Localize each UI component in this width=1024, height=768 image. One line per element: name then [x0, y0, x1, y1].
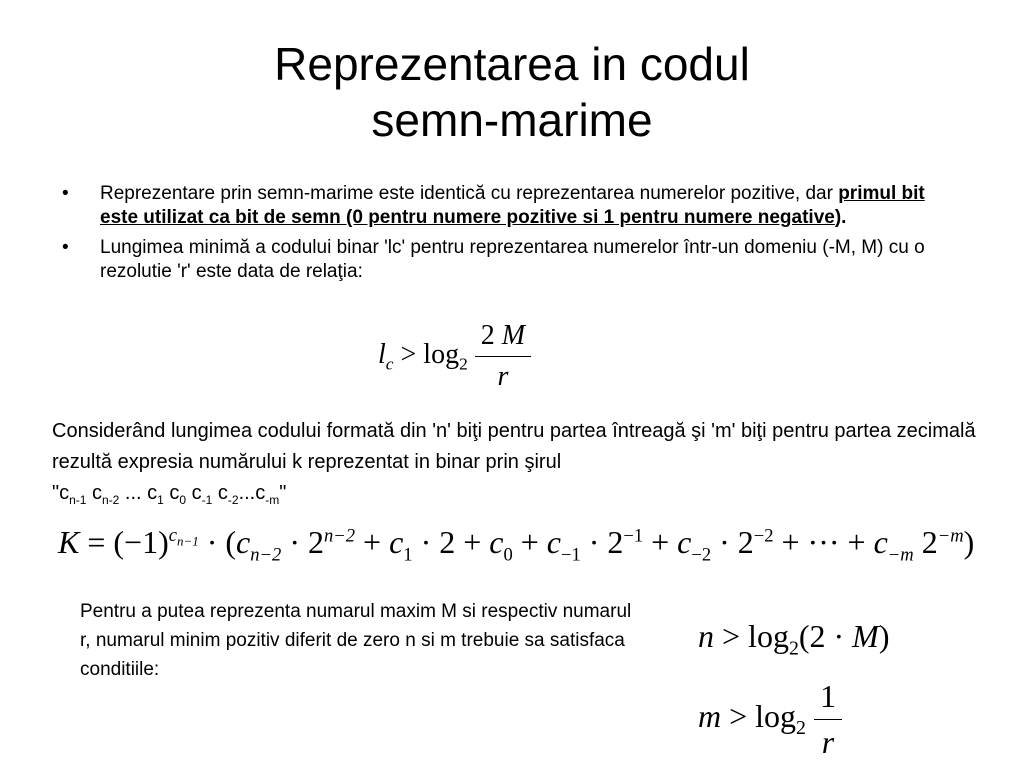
formula-k-sign: (−1)	[113, 524, 169, 560]
bullet-text: Reprezentare prin semn-marime este identică cu reprezentarea numerelor pozitive, dar	[100, 183, 833, 204]
formula-lc-base: 2	[459, 354, 468, 374]
bullet-closing: ).	[834, 207, 847, 228]
formula-lc-lhs: l	[378, 338, 386, 370]
bullet-item-min-length	[62, 236, 942, 284]
formula-k-lhs: K	[58, 524, 80, 560]
encoding-paragraph	[52, 416, 992, 516]
formula-m: $m > \log_2$ $\frac{1}{r}$	[698, 678, 842, 761]
paragraph-text: Considerând lungimea codului formată din 'n' biţi pentru partea întreagă şi 'm' biţi pentru partea zecimală rezultă expresia numărului k reprezentat in binar prin şirul	[52, 420, 976, 473]
formula-lc-num-var: M	[501, 320, 526, 351]
formula-lc-fraction	[475, 320, 531, 393]
formula-k: $K = (-1)^{c_{n-1}} \cdot (c_{n-2} \cdot 2^{n-2} + c_1 \cdot 2 + c_0 + c_{-1} \cdot 2^{-1} + c_{-2} \cdot 2^{-2}$ + ··· + $c_{-m}$ $2^{-m}$)	[58, 524, 975, 566]
formula-n: $n > \log_2(2 \cdot M)$	[698, 618, 890, 660]
bit-sequence: "$c_{n-1}$ $c_{n-2}$ ... $c_1$ $c_0$ $c_{-1}$ $c_{-2}...c_{-m}$"	[52, 482, 287, 507]
formula-m-var: m	[698, 697, 722, 734]
formula-lc-num-coef: 2	[480, 320, 495, 351]
formula-k-sign-exponent: cn−1	[168, 525, 199, 550]
title-line-2: semn-marime	[371, 94, 653, 146]
formula-n-var: n	[698, 618, 714, 654]
formula-m-fraction: $\frac{1}{r}$	[814, 678, 842, 761]
formula-lc-den-var: r	[497, 361, 509, 392]
conditions-note: Pentru a putea reprezenta numarul maxim M si respectiv numarul r, numarul minim pozitiv diferit de zero n si m trebuie sa satisfaca conditiile:	[80, 601, 632, 680]
formula-lc-lhs-sub: c	[385, 354, 394, 374]
formula-lc-op: >	[400, 338, 417, 370]
slide-title	[0, 36, 1024, 148]
title-line-1: Reprezentarea in codul	[274, 38, 750, 90]
bullet-list	[62, 182, 942, 290]
bullet-item-sign-magnitude	[62, 182, 942, 230]
formula-lc	[378, 320, 531, 393]
bullet-emphasis: primul bit este utilizat ca bit de semn (0 pentru numere pozitive si 1 pentru numere negative	[100, 183, 925, 228]
formula-lc-log: log	[423, 338, 460, 370]
bullet-text: Lungimea minimă a codului binar 'lc' pentru reprezentarea numerelor într-un domeniu (-M, M) cu o rezolutie 'r' este data de relaţia:	[100, 237, 925, 282]
